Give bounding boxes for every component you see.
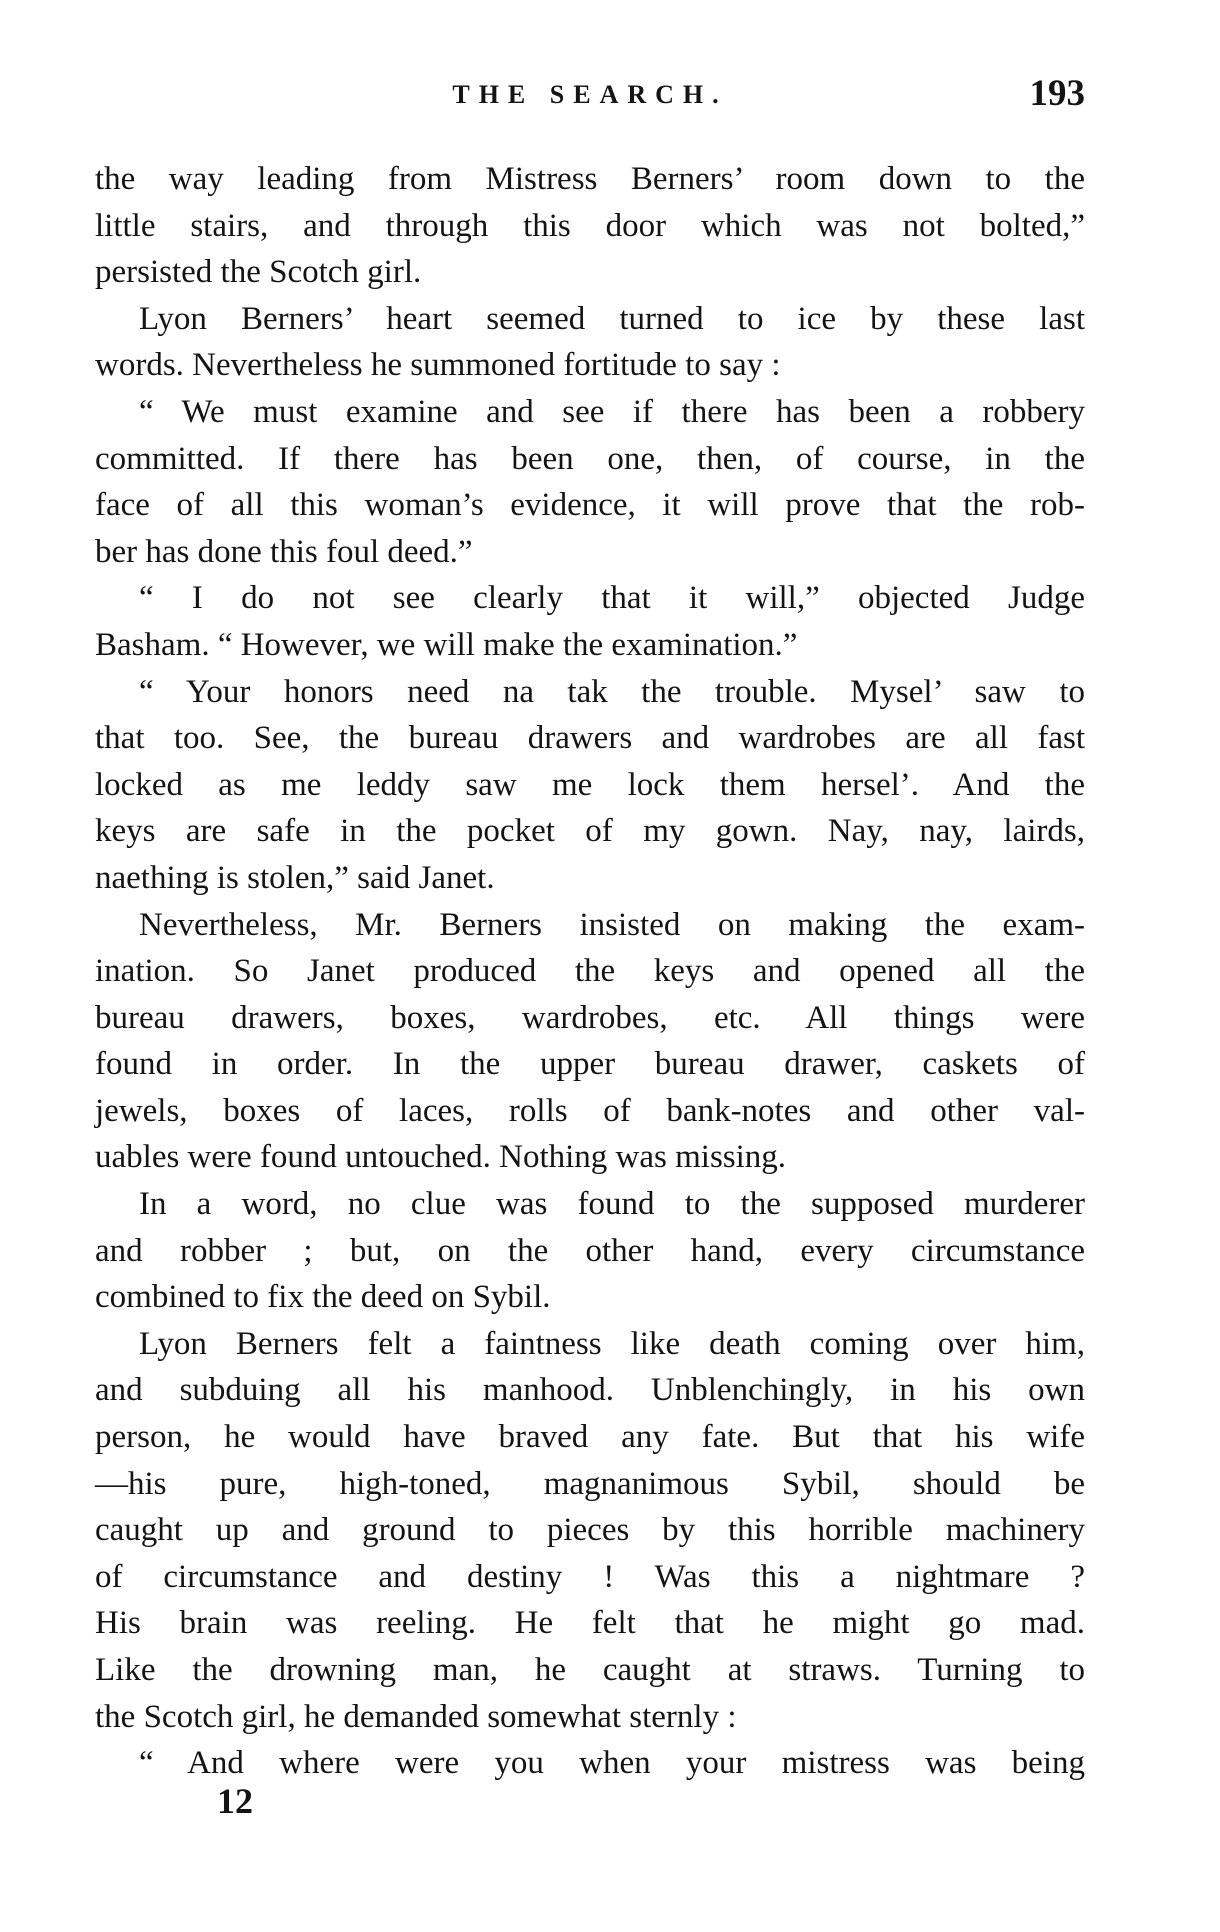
signature-mark: 12 [217, 1781, 253, 1821]
text-line: bureau drawers, boxes, wardrobes, etc. All things were [95, 999, 1085, 1036]
text-line: face of all this woman’s evidence, it will prove that the rob- [95, 487, 1085, 524]
running-title: THE SEARCH. [452, 80, 728, 109]
text-line: Lyon Berners’ heart seemed turned to ice by these last [139, 300, 1085, 337]
text-line: ination. So Janet produced the keys and opened all the [95, 953, 1085, 990]
text-line: uables were found untouched. Nothing was missing. [95, 1139, 787, 1176]
text-line: of circumstance and destiny ! Was this a nightmare ? [95, 1558, 1085, 1595]
text-line: “ Your honors need na tak the trouble. Mysel’ saw to [139, 673, 1085, 710]
text-line: ber has done this foul deed.” [95, 533, 473, 570]
text-line: Basham. “ However, we will make the examination.” [95, 626, 798, 663]
body-text [95, 156, 1085, 1787]
text-line: Like the drowning man, he caught at straws. Turning to [95, 1652, 1085, 1688]
text-line: the Scotch girl, he demanded somewhat sternly : [95, 1698, 737, 1735]
running-head [95, 72, 1085, 122]
text-line: combined to fix the deed on Sybil. [95, 1279, 551, 1316]
text-line: “ We must examine and see if there has been a robbery [139, 393, 1085, 430]
text-line: Nevertheless, Mr. Berners insisted on making the exam- [139, 906, 1085, 943]
text-line: found in order. In the upper bureau drawer, caskets of [95, 1046, 1085, 1083]
text-line: person, he would have braved any fate. But that his wife [95, 1419, 1085, 1456]
text-line: keys are safe in the pocket of my gown. Nay, nay, lairds, [95, 813, 1085, 850]
text-line: —his pure, high-toned, magnanimous Sybil, should be [95, 1465, 1085, 1502]
text-line: naething is stolen,” said Janet. [95, 859, 495, 896]
text-line: and robber ; but, on the other hand, every circumstance [95, 1232, 1085, 1269]
text-line: His brain was reeling. He felt that he might go mad. [95, 1605, 1085, 1642]
text-line: words. Nevertheless he summoned fortitude to say : [95, 347, 781, 384]
text-line: Lyon Berners felt a faintness like death coming over him, [139, 1325, 1085, 1362]
text-line: locked as me leddy saw me lock them hersel’. And the [95, 766, 1085, 803]
page-number: 193 [1029, 73, 1085, 114]
text-line: In a word, no clue was found to the supposed murderer [139, 1186, 1085, 1223]
text-line: committed. If there has been one, then, of course, in the [95, 440, 1085, 477]
text-line: “ And where were you when your mistress was being [139, 1745, 1085, 1782]
text-line: and subduing all his manhood. Unblenchingly, in his own [95, 1372, 1085, 1409]
text-line: persisted the Scotch girl. [95, 254, 422, 291]
text-line: jewels, boxes of laces, rolls of bank-notes and other val- [95, 1092, 1085, 1129]
text-line: caught up and ground to pieces by this horrible machinery [95, 1512, 1085, 1549]
text-line: little stairs, and through this door which was not bolted,” [95, 207, 1085, 244]
text-line: the way leading from Mistress Berners’ room down to the [95, 161, 1085, 197]
text-line: that too. See, the bureau drawers and wardrobes are all fast [95, 720, 1085, 757]
text-line: “ I do not see clearly that it will,” objected Judge [139, 580, 1085, 617]
